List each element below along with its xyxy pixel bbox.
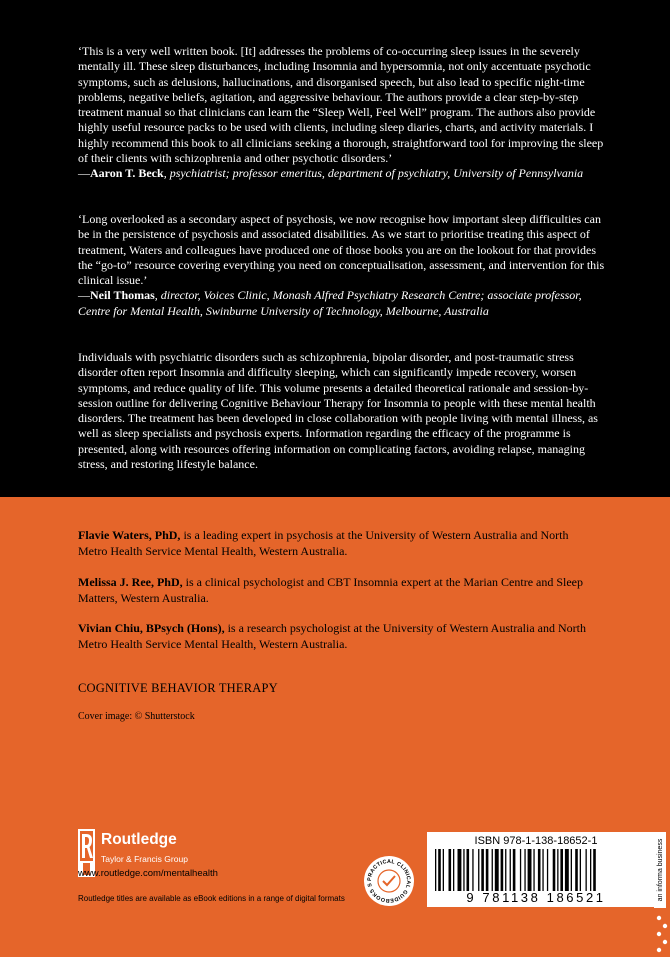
- quote-attribution: —Neil Thomas, director, Voices Clinic, Monash Alfred Psychiatry Research Centre; associate professor, Centre for Mental Health, Swinburne University of Technology, Melbourne, Australia: [78, 288, 582, 318]
- author-name: Flavie Waters, PhD,: [78, 528, 181, 542]
- author-bio: Flavie Waters, PhD, is a leading expert in psychosis at the University of Western Australia and North Metro Health Service Mental Health, Western Australia.: [78, 528, 569, 558]
- isbn-label: ISBN 978-1-138-18652-1: [474, 835, 598, 847]
- quote-author: Aaron T. Beck: [90, 166, 164, 181]
- endorsement-quote: [78, 212, 608, 319]
- isbn-barcode: [427, 832, 657, 907]
- author-bio: Vivian Chiu, BPsych (Hons), is a research psychologist at the University of Western Australia and North Metro Health Service Mental Health, Western Australia.: [78, 621, 586, 651]
- publisher-website[interactable]: www.routledge.com/mentalhealth: [78, 868, 218, 879]
- endorsement-quote: [78, 44, 608, 182]
- informa-label: an informa business: [657, 838, 664, 902]
- quote-attribution: —Aaron T. Beck, psychiatrist; professor emeritus, department of psychiatry, University of Pennsylvania: [78, 166, 584, 181]
- publisher-name: Routledge: [101, 831, 177, 848]
- quote-affiliation: , director, Voices Clinic, Monash Alfred Psychiatry Research Centre; associate professor, Centre for Mental Health, Swinburne University of Technology, Melbourne, Australia: [78, 288, 582, 318]
- cover-image-credit: Cover image: © Shutterstock: [78, 711, 195, 722]
- edge-pattern-icon: [656, 912, 668, 957]
- informa-tag: [654, 832, 666, 908]
- author-bio: Melissa J. Ree, PhD, is a clinical psychologist and CBT Insomnia expert at the Marian Centre and Sleep Matters, Western Australia.: [78, 575, 584, 605]
- ebook-note: Routledge titles are available as eBook editions in a range of digital formats: [78, 894, 345, 903]
- barcode-bars-icon: [435, 849, 639, 891]
- quote-affiliation: , psychiatrist; professor emeritus, department of psychiatry, University of Pennsylvania: [163, 166, 584, 181]
- quote-text: ‘Long overlooked as a secondary aspect of psychosis, we now recognise how important sleep difficulties can be in the persistence of psychosis and associated disabilities. As we start to prioritise treating this aspect of treatment, Waters and colleagues have produced one of those books you are on the lookout for that provides the “go-to” resource covering everything you need on conceptualisation, assessment, and intervention for this clinical issue.’: [78, 212, 605, 288]
- quote-text: ‘This is a very well written book. [It] addresses the problems of co-occurring sleep issues in the severely mentally ill. These sleep disturbances, including Insomnia and hypersomnia, not only accentuate psychotic symptoms, such as delusions, hallucinations, and disorganised speech, but also lead to specific night-time problems, negative beliefs, agitation, and aggressive behaviour. The authors provide a clear step-by-step treatment manual so that clinicians can learn the “Sleep Well, Feel Well” program. The authors also provide highly useful resource packs to be used with clients, including sleep diaries, charts, and activity materials. I highly recommend this book to all clinicians seeking a thorough, straightforward tool for improving the sleep of their clients with schizophrenia and other psychotic disorders.’: [78, 44, 604, 166]
- svg-text:PRACTICAL CLINICAL GUIDEBOOKS: PRACTICAL CLINICAL GUIDEBOOKS S: [366, 858, 412, 904]
- author-name: Vivian Chiu, BPsych (Hons),: [78, 621, 225, 635]
- quote-author: Neil Thomas: [90, 288, 155, 303]
- badge-seal-icon: [363, 855, 415, 907]
- series-label: COGNITIVE BEHAVIOR THERAPY: [78, 681, 278, 695]
- publisher-group: Taylor & Francis Group: [101, 854, 188, 864]
- series-badge: [363, 855, 415, 907]
- author-name: Melissa J. Ree, PhD,: [78, 575, 183, 589]
- book-description: Individuals with psychiatric disorders such as schizophrenia, bipolar disorder, and post-traumatic stress disorder often report Insomnia and difficulty sleeping, which can significantly impede recovery, worsen symptoms, and reduce quality of life. This volume presents a detailed theoretical rationale and session-by-session outline for delivering Cognitive Behaviour Therapy for Insomnia to people with these mental health disorders. The treatment has been developed in close collaboration with people living with mental illness, as well as sleep specialists and psychosis experts. Information regarding the efficacy of the programme is presented, along with resources offering information on complicating factors, avoiding relapse, managing stress, and restoring lifestyle balance.: [78, 350, 598, 472]
- barcode-number: 9 781138 186521: [466, 890, 606, 905]
